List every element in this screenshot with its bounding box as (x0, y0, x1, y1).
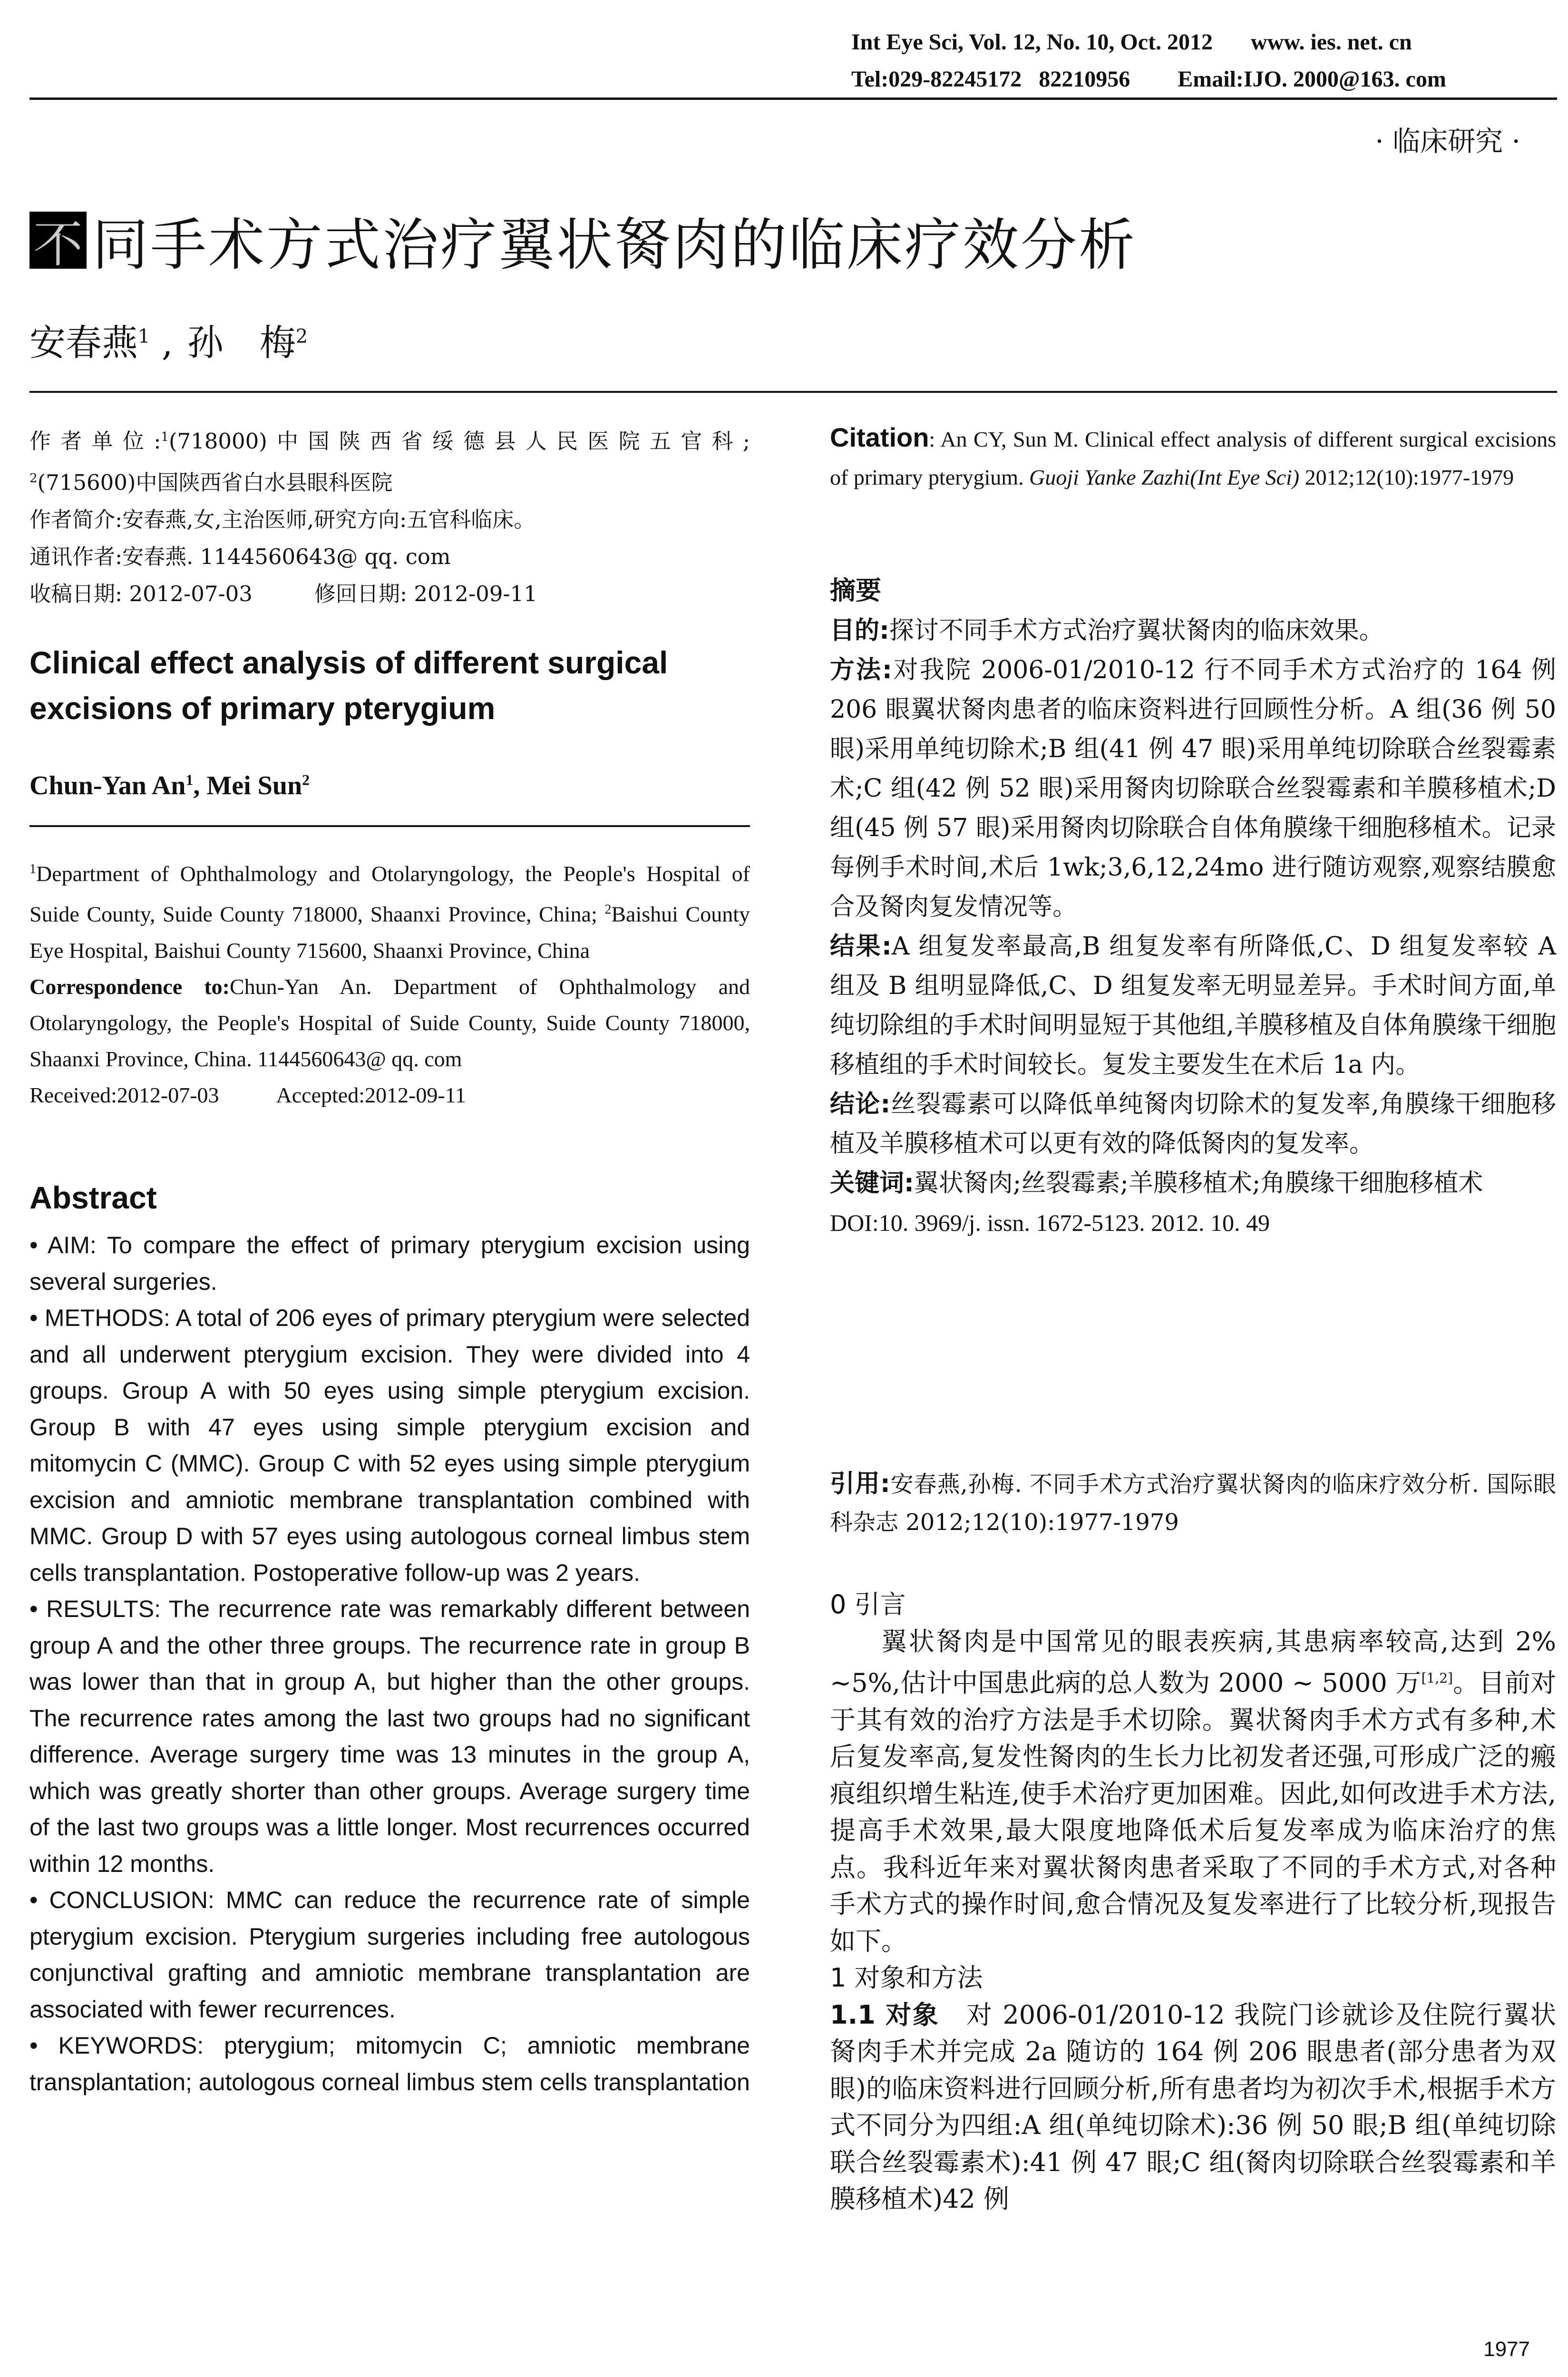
abstract-cn-results (830, 927, 1556, 1085)
authors-rule (29, 391, 1557, 393)
conclusion-text-cn: 丝裂霉素可以降低单纯胬肉切除术的复发率,角膜缘干细胞移植及羊膜移植术可以更有效的降低胬肉的复发率。 (830, 1090, 1557, 1158)
citation-cn (830, 1465, 1556, 1541)
author-2-sup: 2 (295, 325, 308, 348)
conclusion-label-cn: 结论: (830, 1090, 891, 1119)
abstract-en-conclusion: • CONCLUSION: MMC can reduce the recurrence rate of simple pterygium excision. Pterygium surgeries including free autologous conjunctival grafting and amniotic membrane transplantation are associated with fewer recurrences. (29, 1887, 750, 2023)
authors-cn (29, 314, 308, 366)
journal-header (851, 24, 1555, 98)
correspondence-label: Correspondence to: (29, 974, 230, 999)
authors-en-rule (29, 825, 750, 827)
affiliation-sup-1: 1 (161, 430, 169, 444)
authors-en (29, 770, 750, 801)
article-title-en: Clinical effect analysis of different surgical excisions of primary pterygium (29, 645, 668, 726)
citation-en (830, 419, 1556, 497)
subsection-1-1-label: 1.1 对象 (830, 1999, 940, 2030)
journal-email: Email:IJO. 2000@163. com (1178, 67, 1446, 92)
abstract-en (29, 1227, 750, 2100)
author-en-1-sup: 1 (185, 771, 194, 789)
affiliation-en-2: Baishui County Eye Hospital, Baishui County 715600, Shaanxi Province, China (29, 902, 750, 963)
citation-text-1: : An CY, Sun M. Clinical effect analysis of different surgical excisions of primary pterygium. (830, 427, 1556, 489)
author-en-1: Chun-Yan An (29, 771, 186, 800)
intro-heading: 0 引言 (830, 1589, 906, 1619)
subsection-1-1-text: 对 2006-01/2010-12 我院门诊就诊及住院行翼状胬肉手术并完成 2a 随访的 164 例 206 眼患者(部分患者为双眼)的临床资料进行回顾分析,所有患者均为初次手术,根据手术方式不同分为四组:A 组(单纯切除术):36 例 50 眼;B 组(单纯切除联合丝裂霉素术):41 例 47 眼;C 组(胬肉切除联合丝裂霉素和羊膜移植术)42 例 (830, 1999, 1556, 2214)
affiliation-text-1: (718000)中国陕西省绥德县人民医院五官科; (168, 429, 750, 454)
results-label-cn: 结果: (830, 932, 892, 961)
affiliation-en-sup-2: 2 (604, 902, 612, 917)
citation-text-2: 2012;12(10):1977-1979 (1299, 465, 1514, 489)
doi[interactable]: DOI:10. 3969/j. issn. 1672-5123. 2012. 10. 49 (830, 1209, 1270, 1236)
affiliation-label: 作者单位: (29, 429, 161, 454)
citation-label: Citation (830, 422, 929, 452)
abstract-en-aim: • AIM: To compare the effect of primary pterygium excision using several surgeries. (29, 1232, 750, 1295)
abstract-cn-methods (830, 651, 1556, 927)
corresponding-author: 通讯作者:安春燕. 1144560643@ qq. com (29, 544, 451, 569)
methods-text-cn: 对我院 2006-01/2010-12 行不同手术方式治疗的 164 例 206 眼翼状胬肉患者的临床资料进行回顾性分析。A 组(36 例 50 眼)采用单纯切除术;B 组(41 例 47 眼)采用单纯切除联合丝裂霉素术;C 组(42 例 52 眼)采用胬肉切除联合丝裂霉素和羊膜移植术;D 组(45 例 57 眼)采用胬肉切除联合自体角膜缘干细胞移植术。记录每例手术时间,术后 1wk;3,6,12,24mo 进行随访观察,观察结膜愈合及胬肉复发情况等。 (830, 656, 1556, 921)
intro-reference[interactable]: [1,2] (1421, 1670, 1453, 1686)
affiliation-line-1 (29, 419, 750, 460)
journal-info-row (851, 24, 1555, 61)
intro-text-1: 翼状胬肉是中国常见的眼表疾病,其患病率较高,达到 2% ~5%,估计中国患此病的总人数为 2000 ~ 5000 万 (830, 1626, 1556, 1698)
title-rest: 同手术方式治疗翼状胬肉的临床疗效分析 (92, 212, 1137, 278)
abstract-cn-heading: 摘要 (830, 575, 881, 605)
aim-text-cn: 探讨不同手术方式治疗翼状胬肉的临床效果。 (889, 616, 1384, 645)
affiliation-line-2 (29, 460, 750, 501)
subsection-1-1 (830, 1997, 1556, 2218)
journal-tel: Tel:029-82245172 82210956 (851, 67, 1130, 92)
title-drop-cap: 不 (29, 212, 87, 269)
received-date-cn: 收稿日期: 2012-07-03 (29, 581, 253, 606)
journal-website: www. ies. net. cn (1251, 29, 1412, 55)
abstract-cn-keywords (830, 1164, 1556, 1203)
citation-cn-text: 安春燕,孙梅. 不同手术方式治疗翼状胬肉的临床疗效分析. 国际眼科杂志 2012;12(10):1977-1979 (830, 1471, 1557, 1536)
citation-cn-label: 引用: (830, 1470, 890, 1498)
section-1-heading: 1 对象和方法 (830, 1963, 983, 1993)
methods-label-cn: 方法: (830, 656, 892, 684)
keywords-label-cn: 关键词: (830, 1169, 914, 1198)
correspondence-en (29, 969, 750, 1077)
keywords-text-cn: 翼状胬肉;丝裂霉素;羊膜移植术;角膜缘干细胞移植术 (914, 1169, 1483, 1198)
page-number: 1977 (1483, 2338, 1530, 2361)
affiliation-en-text (29, 851, 750, 969)
intro-paragraph (830, 1623, 1556, 1960)
results-text-cn: A 组复发率最高,B 组复发率有所降低,C、D 组复发率较 A 组及 B 组明显降低,C、D 组复发率无明显差异。手术时间方面,单纯切除组的手术时间明显短于其他组,羊膜移植及自体角膜缘干细胞移植组的手术时间较长。复发主要发生在术后 1a 内。 (830, 932, 1556, 1079)
abstract-en-methods: • METHODS: A total of 206 eyes of primary pterygium were selected and all underwent pterygium excision. They were divided into 4 groups. Group A with 50 eyes using simple pterygium excision. Group B with 47 eyes using simple pterygium excision and mitomycin C (MMC). Group C with 52 eyes using simple pterygium excision and amniotic membrane transplantation combined with MMC. Group D with 57 eyes using autologous corneal limbus stem cells transplantation. Postoperative follow-up was 2 years. (29, 1305, 750, 1586)
affiliation-sup-2: 2 (29, 471, 38, 486)
affiliation-cn (29, 419, 750, 613)
abstract-cn-aim (830, 611, 1556, 651)
abstract-en-heading: Abstract (29, 1180, 157, 1215)
aim-label-cn: 目的: (830, 616, 889, 645)
correspondence-text: Chun-Yan An. Department of Ophthalmology and Otolaryngology, the People's Hospital of Suide County, Suide County 718000, Shaanxi Province, China. 1144560643@ qq. com (29, 974, 750, 1071)
abstract-en-results: • RESULTS: The recurrence rate was remarkably different between group A and the other three groups. The recurrence rate in group B was lower than that in group A, but higher than the other groups. The recurrence rates among the last two groups had no significant difference. Average surgery time was 13 minutes in the group A, which was greatly shorter than other groups. Average surgery time of the last two groups was a little longer. Most recurrences occurred within 12 months. (29, 1596, 750, 1877)
citation-journal: Guoji Yanke Zazhi(Int Eye Sci) (1029, 465, 1300, 489)
dates-cn (29, 575, 750, 613)
author-en-2-sup: 2 (302, 771, 310, 789)
affiliation-text-2: (715600)中国陕西省白水县眼科医院 (37, 470, 393, 495)
journal-volume-info: Int Eye Sci, Vol. 12, No. 10, Oct. 2012 (851, 29, 1213, 55)
abstract-cn-conclusion (830, 1085, 1556, 1164)
section-tag: · 临床研究 · (1375, 125, 1520, 157)
abstract-en-keywords: • KEYWORDS: pterygium; mitomycin C; amniotic membrane transplantation; autologous corneal limbus stem cells transplantation (29, 2032, 750, 2095)
author-1: 安春燕 (29, 321, 138, 364)
article-title-cn (29, 200, 1137, 281)
header-rule (29, 97, 1557, 100)
affiliation-en-sup-1: 1 (29, 862, 36, 877)
intro-text-2: 。目前对于其有效的治疗方法是手术切除。翼状胬肉手术方式有多种,术后复发率高,复发性胬肉的生长力比初发者还强,可形成广泛的瘢痕组织增生粘连,使手术治疗更加困难。因此,如何改进手术方法,提高手术效果,最大限度地降低术后复发率成为临床治疗的焦点。我科近年来对翼状胬肉患者采取了不同的手术方式,对各种手术方式的操作时间,愈合情况及复发率进行了比较分析,现报告如下。 (830, 1668, 1557, 1956)
affiliation-en-1: Department of Ophthalmology and Otolaryngology, the People's Hospital of Suide County, Suide County 718000, Shaanxi Province, China; (29, 861, 750, 926)
dates-en (29, 1077, 750, 1113)
received-date-en: Received:2012-07-03 (29, 1082, 219, 1107)
abstract-cn (830, 571, 1556, 1243)
author-bio: 作者简介:安春燕,女,主治医师,研究方向:五官科临床。 (29, 507, 536, 532)
introduction (830, 1586, 1556, 2218)
author-separator: , (150, 321, 173, 364)
author-1-sup: 1 (138, 325, 150, 348)
journal-contact-row (851, 61, 1555, 98)
author-en-2: , Mei Sun (193, 771, 302, 800)
affiliation-en (29, 851, 750, 1113)
author-2: 孙 梅 (187, 321, 296, 364)
revised-date-cn: 修回日期: 2012-09-11 (314, 581, 537, 606)
accepted-date-en: Accepted:2012-09-11 (276, 1082, 466, 1107)
